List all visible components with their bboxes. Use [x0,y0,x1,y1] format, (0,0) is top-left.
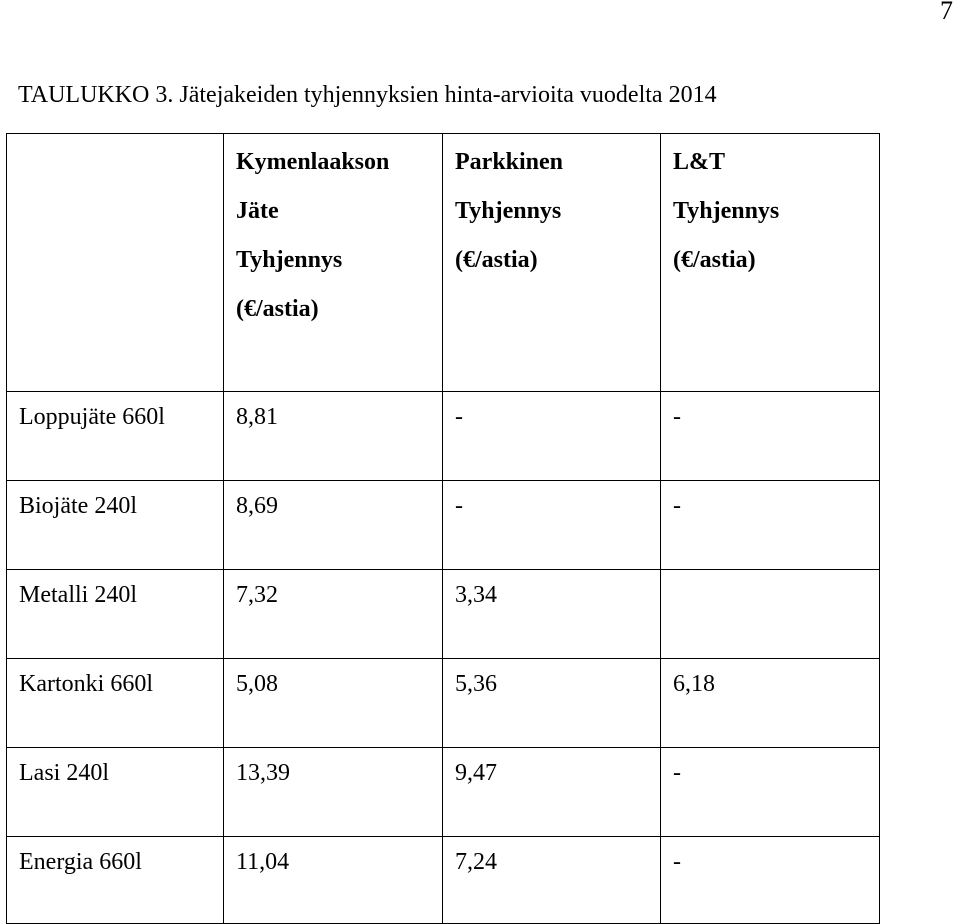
header-line: L&T [673,149,726,175]
row-item-cell: Loppujäte 660l [7,392,224,481]
parkkinen-price-cell: 7,24 [443,837,661,924]
header-row [7,134,880,392]
parkkinen-price-cell: - [443,392,661,481]
table-row [7,392,880,481]
header-line: Tyhjennys [455,198,562,224]
kymenlaakson-price-cell: 8,81 [224,392,443,481]
header-cell-parkkinen [443,134,661,392]
lt-price-cell: - [661,392,880,481]
kymenlaakson-price-cell: 11,04 [224,837,443,924]
parkkinen-price-cell: 3,34 [443,570,661,659]
header-line: Parkkinen [455,149,564,175]
kymenlaakson-price-cell: 13,39 [224,748,443,837]
price-table [6,133,880,924]
header-line: (€/astia) [673,247,756,273]
header-line: Tyhjennys [236,247,343,273]
row-item-cell: Lasi 240l [7,748,224,837]
header-line: (€/astia) [236,296,319,322]
header-cell-kymenlaakson [224,134,443,392]
lt-price-cell [661,570,880,659]
header-cell-lt [661,134,880,392]
header-line: Jäte [236,198,279,224]
lt-price-cell: - [661,748,880,837]
lt-price-cell: - [661,481,880,570]
table-caption: TAULUKKO 3. Jätejakeiden tyhjennyksien hinta-arvioita vuodelta 2014 [18,82,717,108]
page-number: 7 [940,0,953,25]
parkkinen-price-cell: - [443,481,661,570]
table-row [7,748,880,837]
parkkinen-price-cell: 9,47 [443,748,661,837]
kymenlaakson-price-cell: 7,32 [224,570,443,659]
table-row [7,837,880,924]
table-row [7,659,880,748]
table-row [7,481,880,570]
kymenlaakson-price-cell: 5,08 [224,659,443,748]
row-item-cell: Kartonki 660l [7,659,224,748]
lt-price-cell: 6,18 [661,659,880,748]
header-line: Kymenlaakson [236,149,390,175]
lt-price-cell: - [661,837,880,924]
table-row [7,570,880,659]
kymenlaakson-price-cell: 8,69 [224,481,443,570]
parkkinen-price-cell: 5,36 [443,659,661,748]
header-line: (€/astia) [455,247,538,273]
row-item-cell: Energia 660l [7,837,224,924]
header-cell-empty [7,134,224,392]
row-item-cell: Biojäte 240l [7,481,224,570]
header-line: Tyhjennys [673,198,780,224]
row-item-cell: Metalli 240l [7,570,224,659]
